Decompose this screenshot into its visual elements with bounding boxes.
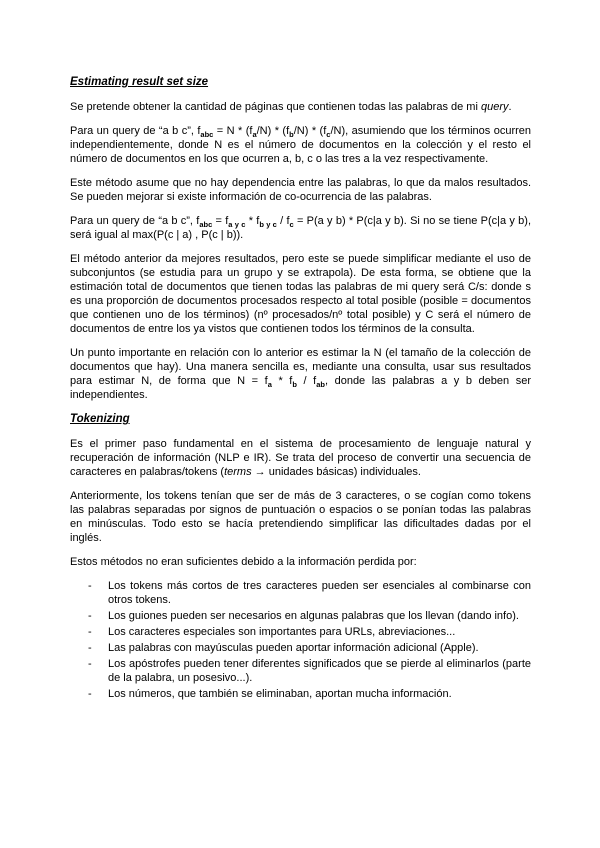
bullet-marker: - xyxy=(88,688,92,700)
section-heading-tokenizing: Tokenizing xyxy=(70,413,130,425)
list-item xyxy=(70,641,531,655)
paragraph: Para un query de “a b c”, $f_{abc} = N * (f_a/N) * (f_b/N) * (f_c/N)$, asumiendo que los términos ocurren independientemente, donde N es el número de documentos en la colección y el resto el número de documentos en los que ocurren a, b, c o las tres a la vez respectivamente. xyxy=(70,125,532,165)
list-item-text: Los números, que también se eliminaban, aportan mucha información. xyxy=(108,688,452,700)
paragraph: Estos métodos no eran suficientes debido a la información perdida por: xyxy=(70,556,417,568)
bullet-marker: - xyxy=(88,642,92,654)
paragraph: Se pretende obtener la cantidad de páginas que contienen todas las palabras de mi query. xyxy=(70,101,512,113)
list-item xyxy=(70,609,531,623)
list-item-text: Los apóstrofes pueden tener diferentes significados que se pierde al eliminarlos (parte de la palabra, un posesivo...). xyxy=(108,658,531,684)
list-item-text: Las palabras con mayúsculas pueden aportar información adicional (Apple). xyxy=(108,642,479,654)
list-item xyxy=(70,687,531,701)
paragraph: Para un query de “a b c”, $f_{abc} = f_{a y c} * f_{b y c} / f_c = P(a$ y b) * P(c|a y b). Si no se tiene P(c|a y b), será igual al max(P(c | a) , P(c | b)). xyxy=(70,215,532,241)
paragraph: Este método asume que no hay dependencia entre las palabras, lo que da malos resultados. Se pueden mejorar si existe información de co-ocurrencia de las palabras. xyxy=(70,177,531,203)
bullet-list xyxy=(70,579,531,701)
paragraph: Anteriormente, los tokens tenían que ser de más de 3 caracteres, o se cogían como tokens las palabras separadas por signos de puntuación o espacios o se ponían todas las palabras en minúsculas. Todo esto se hacía pretendiendo simplificar las dificultades dadas por el inglés. xyxy=(70,490,531,544)
paragraph: Un punto importante en relación con lo anterior es estimar la N (el tamaño de la colección de documentos que hay). Una manera sencilla es, mediante una consulta, usar sus resultados para estimar N, de forma que $N = f_a * f_b / f_{ab}$, donde las palabras a y b deben ser independientes. xyxy=(70,347,531,401)
list-item xyxy=(70,657,531,685)
list-item-text: Los guiones pueden ser necesarios en algunas palabras que los llevan (dando info). xyxy=(108,610,519,622)
list-item xyxy=(70,579,531,607)
section-heading-estimating-result-set-size: Estimating result set size xyxy=(70,76,209,88)
list-item-text: Los tokens más cortos de tres caracteres pueden ser esenciales al combinarse con otros tokens. xyxy=(108,580,531,606)
bullet-marker: - xyxy=(88,580,92,592)
list-item xyxy=(70,625,531,639)
bullet-marker: - xyxy=(88,610,92,622)
paragraph: El método anterior da mejores resultados, pero este se puede simplificar mediante el uso de subconjuntos (se estudia para un grupo y se extrapola). De esta forma, se obtiene que la estimación total de documentos que tienen todas las palabras de mi query será C/s: donde s es una proporción de documentos procesados respecto al total posible (posible = documentos que contienen uno de los términos) (nº procesados/nº total posible) y C será el número de documentos de entre los ya vistos que contienen todos los términos de la consulta. xyxy=(70,253,531,335)
list-item-text: Los caracteres especiales son importantes para URLs, abreviaciones... xyxy=(108,626,456,638)
paragraph: Es el primer paso fundamental en el sistema de procesamiento de lenguaje natural y recuperación de información (NLP e IR). Se trata del proceso de convertir una secuencia de caracteres en palabras/tokens (terms → unidades básicas) individuales. xyxy=(70,438,531,478)
bullet-marker: - xyxy=(88,658,92,670)
bullet-marker: - xyxy=(88,626,92,638)
